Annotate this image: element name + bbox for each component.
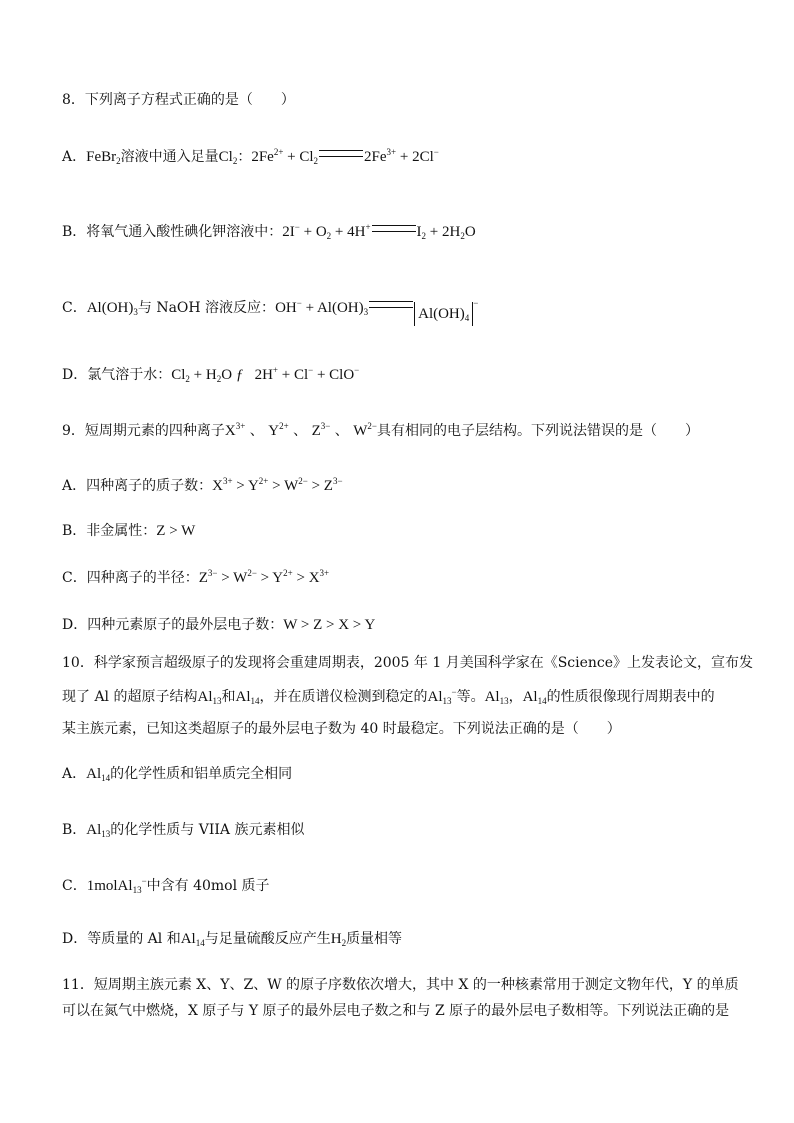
question-8-option-b: B．将氧气通入酸性碘化钾溶液中：$2I^- + O_2 + 4H^+$ $I_2 + 2H_2O$ (62, 222, 476, 241)
question-10-stem-line-2: 现了 Al 的超原子结构$Al_{13}$和$Al_{14}$，并在质谱仪检测到稳定的$Al_{13}^-$等。$Al_{13}$，$Al_{14}$的性质很像现行周期表中的 (62, 687, 715, 706)
formula: $Al(OH)_3$ (86, 300, 138, 317)
question-10-option-a: A．$Al_{14}$的化学性质和铝单质完全相同 (62, 766, 293, 783)
question-10-stem-line-3: 某主族元素，已知这类超原子的最外层电子数为 40 时最稳定。下列说法正确的是（ ） (62, 721, 621, 737)
question-8-option-d: D．氯气溶于水：$Cl_2 + H_2O$ ƒ 2H+ + Cl− + ClO− (62, 365, 360, 384)
question-11-stem-line-2: 可以在氮气中燃烧，X 原子与 Y 原子的最外层电子数之和与 Z 原子的最外层电子数相等。下列说法正确的是 (62, 1003, 730, 1019)
equation: $Cl_2 + H_2O$ ƒ 2H+ + Cl− + ClO− (171, 365, 360, 384)
question-9-option-a: A．四种离子的质子数：$X^{3+} > Y^{2+} > W^{2-} > Z^{3-}$ (62, 476, 343, 494)
equals-arrow (369, 301, 413, 308)
formula: FeBr$_2$ (86, 149, 121, 166)
question-9-stem: 9．短周期元素的四种离子$X^{3+}$ 、 $Y^{2+}$ 、 $Z^{3-}$ 、 $W^{2-}$具有相同的电子层结构。下列说法错误的是（ ） (62, 421, 699, 439)
equation: $OH^- + Al(OH)_3$ $Al(OH)_4^-$ (275, 300, 478, 316)
equation: $2I^- + O_2 + 4H^+$ $I_2 + 2H_2O$ (282, 222, 476, 241)
question-8-option-a: A．FeBr$_2$溶液中通入足量$Cl_2$：$2Fe^{2+} + Cl_2$ $2Fe^{3+} + 2Cl^-$ (62, 147, 439, 166)
ion-list: $X^{3+}$ (224, 421, 246, 439)
inequality: Z > W (156, 523, 196, 539)
question-10-stem-line-1: 10．科学家预言超级原子的发现将会重建周期表，2005 年 1 月美国科学家在《Science》上发表论文，宣布发 (62, 655, 754, 671)
question-10-option-b: B．$Al_{13}$的化学性质与 VIIA 族元素相似 (62, 822, 305, 839)
question-9-option-b: B．非金属性：Z > W (62, 523, 196, 539)
inequality: $Z^{3-} > W^{2-} > Y^{2+} > X^{3+}$ (198, 568, 330, 586)
complex-bracket: $Al(OH)_4$ (414, 302, 473, 326)
equals-arrow (319, 150, 363, 157)
question-9-option-d: D．四种元素原子的最外层电子数：W > Z > X > Y (62, 617, 376, 633)
question-9-option-c: C．四种离子的半径：$Z^{3-} > W^{2-} > Y^{2+} > X^{3+}$ (62, 568, 330, 586)
question-11-stem-line-1: 11．短周期主族元素 X、Y、Z、W 的原子序数依次增大，其中 X 的一种核素常用于测定文物年代，Y 的单质 (62, 977, 739, 993)
question-8-option-c: C．$Al(OH)_3$与 NaOH 溶液反应：$OH^- + Al(OH)_3$ $Al(OH)_4^-$ (62, 298, 478, 326)
formula: $Cl_2$ (218, 149, 238, 166)
question-10-option-c: C．1molAl$_{13}$−中含有 40mol 质子 (62, 876, 270, 895)
question-8-stem: 8．下列离子方程式正确的是（ ） (62, 92, 295, 108)
inequality: W > Z > X > Y (283, 617, 376, 633)
equals-arrow (372, 225, 416, 232)
equation: $2Fe^{2+} + Cl_2$ $2Fe^{3+} + 2Cl^-$ (251, 147, 439, 166)
inequality: $X^{3+} > Y^{2+} > W^{2-} > Z^{3-}$ (212, 476, 343, 494)
question-10-option-d: D．等质量的 Al 和$Al_{14}$与足量硫酸反应产生$H_2$质量相等 (62, 931, 403, 948)
